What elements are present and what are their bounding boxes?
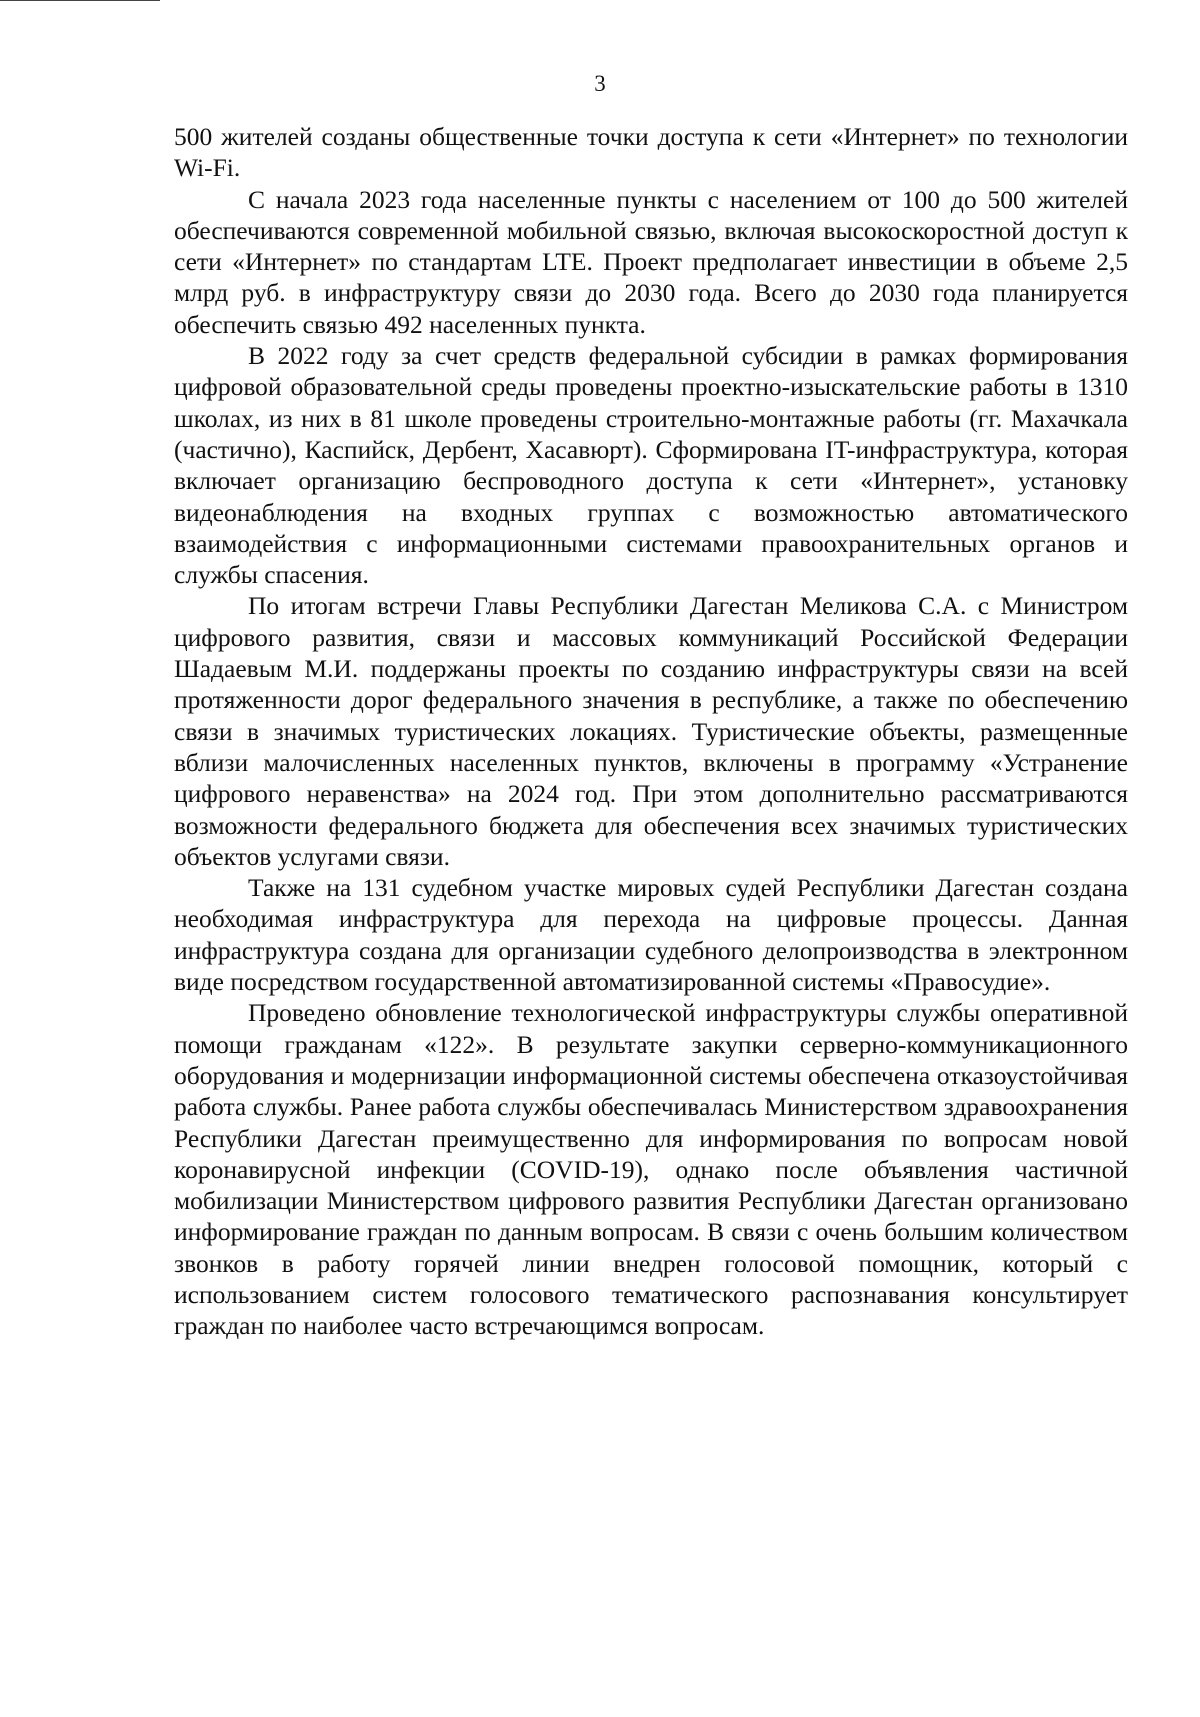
paragraph-hotline-122: Проведено обновление технологической инфраструктуры службы оперативной помощи гражданам «122». В результате закупки серверно-коммуникационного оборудования и модернизации информационной системы обеспечена отказоустойчивая работа службы. Ранее работа службы обеспечивалась Министерством здравоохранения Республики Дагестан преимущественно для информирования по вопросам новой коронавирусной инфекции (COVID-19), однако после объявления частичной мобилизации Министерством цифрового развития Республики Дагестан организовано информирование граждан по данным вопросам. В связи с очень большим количеством звонков в работу горячей линии внедрен голосовой помощник, который с использованием систем голосового тематического распознавания консультирует граждан по наиболее часто встречающимся вопросам.: [174, 998, 1128, 1341]
paragraph-digital-education: В 2022 году за счет средств федеральной субсидии в рамках формирования цифровой образовательной среды проведены проектно-изыскательские работы в 1310 школах, из них в 81 школе проведены строительно-монтажные работы (гг. Махачкала (частично), Каспийск, Дербент, Хасавюрт). Сформирована IT-инфраструктура, которая включает организацию беспроводного доступа к сети «Интернет», установку видеонаблюдения на входных группах с возможностью автоматического взаимодействия с информационными системами правоохранительных органов и службы спасения.: [174, 341, 1128, 590]
page-number: 3: [594, 71, 606, 96]
paragraph-mobile-connectivity: С начала 2023 года населенные пункты с населением от 100 до 500 жителей обеспечиваются современной мобильной связью, включая высокоскоростной доступ к сети «Интернет» по стандартам LTE. Проект предполагает инвестиции в объеме 2,5 млрд руб. в инфраструктуру связи до 2030 года. Всего до 2030 года планируется обеспечить связью 492 населенных пункта.: [174, 184, 1128, 339]
document-body: [174, 121, 1128, 1342]
paragraph-ministerial-meeting: По итогам встречи Главы Республики Дагестан Меликова С.А. с Министром цифрового развития, связи и массовых коммуникаций Российской Федерации Шадаевым М.И. поддержаны проекты по созданию инфраструктуры связи на всей протяженности дорог федерального значения в республике, а также по обеспечению связи в значимых туристических локациях. Туристические объекты, размещенные вблизи малочисленных населенных пунктов, включены в программу «Устранение цифрового неравенства» на 2024 год. При этом дополнительно рассматриваются возможности федерального бюджета для обеспечения всех значимых туристических объектов услугами связи.: [174, 591, 1128, 871]
paragraph-wifi-continuation: 500 жителей созданы общественные точки доступа к сети «Интернет» по технологии Wi-Fi.: [174, 122, 1128, 183]
paragraph-judicial-infrastructure: Также на 131 судебном участке мировых судей Республики Дагестан создана необходимая инфраструктура для перехода на цифровые процессы. Данная инфраструктура создана для организации судебного делопроизводства в электронном виде посредством государственной автоматизированной системы «Правосудие».: [174, 873, 1128, 997]
scan-edge-line: [0, 0, 160, 1]
